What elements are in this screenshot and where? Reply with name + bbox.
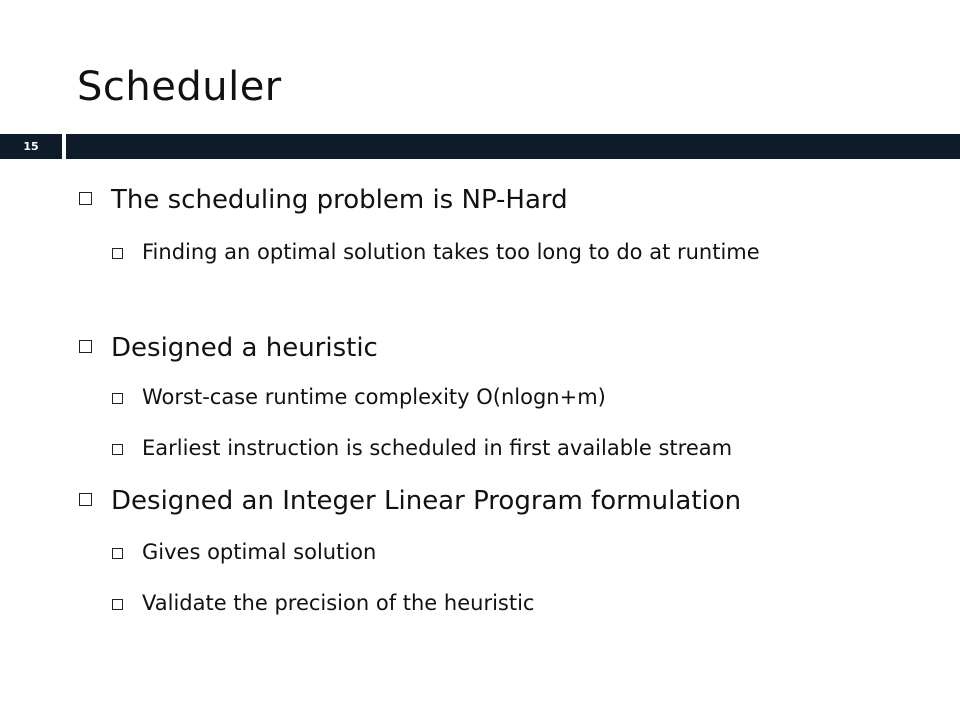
bullet-text: The scheduling problem is NP-Hard bbox=[111, 185, 568, 215]
square-bullet-icon bbox=[112, 393, 123, 404]
bullet-text: Designed an Integer Linear Program formulation bbox=[111, 486, 742, 516]
square-bullet-icon bbox=[112, 599, 123, 610]
bullet-text: Designed a heuristic bbox=[111, 333, 378, 363]
bullet-item bbox=[79, 182, 568, 218]
bullet-item bbox=[79, 483, 741, 519]
square-bullet-icon bbox=[112, 548, 123, 559]
sub-bullet-item bbox=[112, 385, 606, 417]
sub-bullet-text: Validate the precision of the heuristic bbox=[142, 591, 535, 615]
sub-bullet-text: Earliest instruction is scheduled in first available stream bbox=[142, 436, 733, 460]
sub-bullet-item bbox=[112, 436, 732, 468]
square-bullet-icon bbox=[112, 444, 123, 455]
page-number: 15 bbox=[23, 140, 39, 153]
sub-bullet-item bbox=[112, 240, 872, 272]
sub-bullet-item bbox=[112, 591, 534, 623]
sub-bullet-text: Worst-case runtime complexity O(nlogn+m) bbox=[142, 385, 606, 409]
square-bullet-icon bbox=[112, 248, 123, 259]
square-bullet-icon bbox=[79, 340, 92, 353]
sub-bullet-text: Finding an optimal solution takes too long to do at runtime bbox=[142, 240, 760, 264]
sub-bullet-item bbox=[112, 540, 376, 572]
bullet-item bbox=[79, 330, 378, 366]
sub-bullet-text: Gives optimal solution bbox=[142, 540, 377, 564]
slide-title: Scheduler bbox=[77, 64, 282, 110]
square-bullet-icon bbox=[79, 192, 92, 205]
square-bullet-icon bbox=[79, 493, 92, 506]
